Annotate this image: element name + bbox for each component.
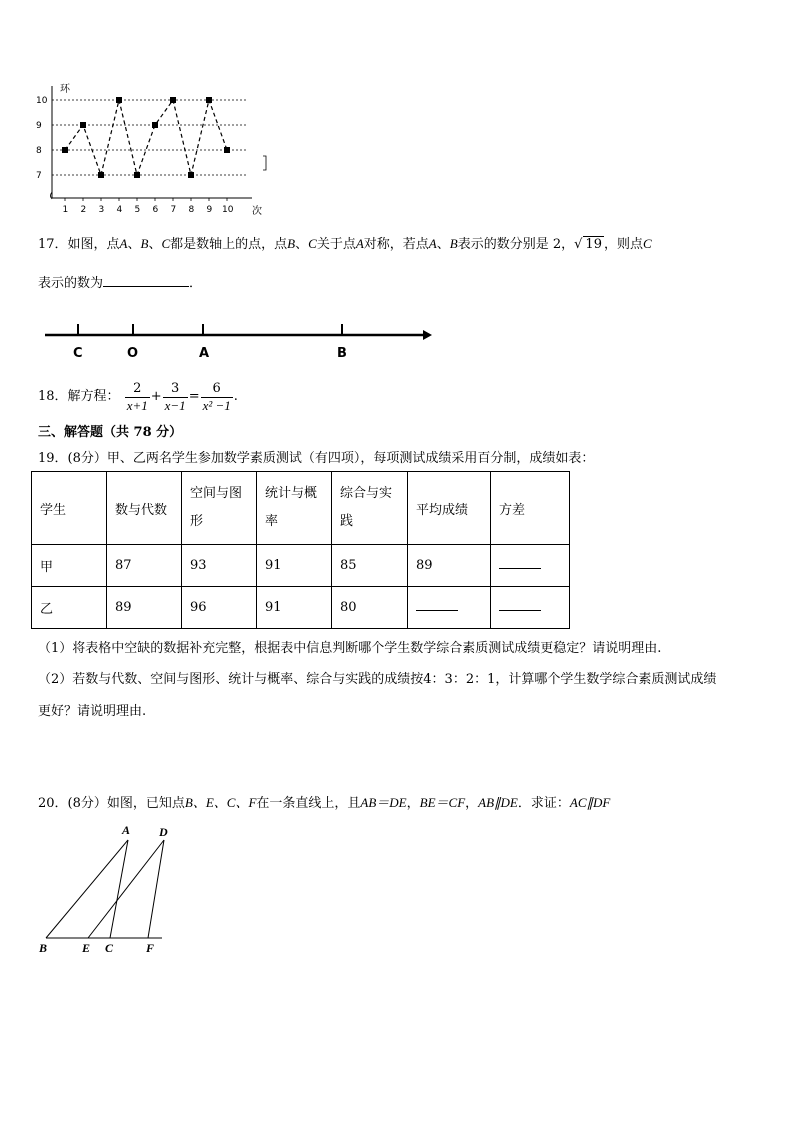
variance-blank[interactable] — [499, 568, 541, 569]
table-header-cell: 学生 — [32, 472, 107, 545]
q17-lead: 17．如图，点 — [38, 237, 120, 252]
chart-point — [224, 147, 230, 153]
number-line-label-o: O — [127, 346, 139, 361]
q17-point-a: A — [119, 236, 128, 251]
table-cell-blank[interactable] — [491, 587, 570, 629]
chart-point — [206, 97, 212, 103]
fraction-numerator: 6 — [201, 381, 233, 398]
number-line-figure — [40, 318, 440, 366]
chart-point — [62, 147, 68, 153]
geometry-figure — [36, 820, 176, 960]
q17-text: 都是数轴上的点，点 — [170, 237, 288, 252]
chart-x-tick-label: 3 — [98, 205, 105, 215]
fraction-denominator: x+1 — [126, 397, 148, 413]
q18-end: . — [233, 389, 238, 404]
score-table — [31, 471, 570, 629]
table-header-cell: 空间与图 形 — [182, 472, 257, 545]
fraction-denominator: x² −1 — [202, 397, 231, 413]
table-cell-blank[interactable] — [491, 545, 570, 587]
arrow-head-icon — [423, 330, 432, 340]
chart-series-path — [65, 100, 227, 175]
q17-end: ． — [189, 276, 203, 291]
q17-point-b: B — [140, 236, 149, 251]
q18-fraction-2 — [163, 381, 188, 414]
number-line-label-a: A — [199, 346, 210, 361]
q20-lead: 20．(8分）如图，已知点 — [38, 796, 185, 811]
fraction-numerator: 2 — [125, 381, 150, 398]
chart-x-tick-label: 7 — [170, 205, 177, 215]
chart-point — [134, 172, 140, 178]
table-row — [32, 587, 570, 629]
q17-point-c: C — [308, 236, 317, 251]
table-cell: 85 — [332, 545, 408, 587]
point-label-d: D — [159, 825, 168, 839]
table-header-cell: 方差 — [491, 472, 570, 545]
chart-grid — [52, 100, 246, 175]
table-header-cell: 平均成绩 — [408, 472, 491, 545]
table-cell: 80 — [332, 587, 408, 629]
chart-axes — [51, 86, 253, 201]
chart-point — [152, 122, 158, 128]
q18-lead: 18．解方程： — [38, 389, 120, 404]
stray-bracket-mark — [263, 156, 266, 170]
q20-points: B、E、C、F — [184, 795, 257, 810]
table-cell: 93 — [182, 545, 257, 587]
table-header-cell: 综合与实 践 — [332, 472, 408, 545]
q20-text-mid: 在一条直线上，且 — [256, 796, 361, 811]
table-cell: 乙 — [32, 587, 107, 629]
chart-x-tick-label: 6 — [152, 205, 159, 215]
table-cell: 89 — [107, 587, 182, 629]
table-cell: 91 — [257, 545, 332, 587]
variance-blank[interactable] — [499, 610, 541, 611]
table-cell: 甲 — [32, 545, 107, 587]
table-cell: 96 — [182, 587, 257, 629]
q17-text: 表示的数分别是 2， — [457, 237, 575, 252]
q18-fraction-3 — [201, 381, 233, 414]
point-label-f: F — [146, 941, 155, 955]
chart-y-axis-label: 环 — [60, 84, 70, 95]
point-label-a: A — [122, 823, 131, 837]
section-heading: 三、解答题（共 78 分） — [38, 425, 183, 440]
chart-point — [170, 97, 176, 103]
table-cell: 89 — [408, 545, 491, 587]
chart-x-tick-label: 1 — [62, 205, 69, 215]
fraction-numerator: 3 — [163, 381, 188, 398]
q17-text: ，则点 — [603, 237, 643, 252]
chart-tick-labels — [36, 96, 234, 215]
fraction-denominator: x−1 — [164, 397, 186, 413]
chart-series-line — [65, 100, 227, 175]
q18-fraction-1 — [125, 381, 150, 414]
q20-text — [38, 792, 610, 811]
q17-answer-lead: 表示的数为 — [38, 276, 104, 291]
q17-text: 对称，若点 — [363, 237, 429, 252]
q19-part2-line2: 更好？请说明理由. — [38, 704, 147, 719]
q17-point-a: A — [355, 236, 364, 251]
table-row — [32, 545, 570, 587]
q17-text-line1 — [38, 233, 652, 252]
q20-sep: ， — [406, 796, 420, 811]
chart-x-tick-label: 8 — [188, 205, 195, 215]
q17-text-line2 — [38, 272, 202, 291]
chart-y-tick-label: 7 — [36, 171, 42, 181]
table-cell: 91 — [257, 587, 332, 629]
q17-point-b: B — [287, 236, 296, 251]
sqrt-symbol: √ — [574, 237, 583, 252]
chart-x-tick-label: 5 — [134, 205, 141, 215]
average-blank[interactable] — [416, 610, 458, 611]
chart-x-tick-label: 10 — [222, 205, 234, 215]
q20-condition: AB∥DE — [478, 795, 518, 810]
q19-part2-line1: （2）若数与代数、空间与图形、统计与概率、综合与实践的成绩按4：3：2：1，计算哪个学生数学综合素质测试成绩 — [38, 672, 717, 687]
q20-sep: ， — [465, 796, 479, 811]
q20-prove-lead: ．求证： — [517, 796, 570, 811]
q17-sep: 、 — [295, 237, 309, 252]
plus-sign: + — [150, 389, 162, 404]
q17-point-b: B — [449, 236, 458, 251]
q17-sqrt-value: 19 — [585, 237, 602, 252]
table-cell: 87 — [107, 545, 182, 587]
chart-y-tick-label: 9 — [36, 121, 42, 131]
point-label-c: C — [105, 941, 114, 955]
point-label-e: E — [82, 941, 91, 955]
chart-point — [98, 172, 104, 178]
chart-point — [188, 172, 194, 178]
q17-point-c: C — [642, 236, 652, 251]
chart-x-axis-label: 次 — [252, 206, 262, 217]
q17-point-c: C — [161, 236, 171, 251]
table-header-cell: 数与代数 — [107, 472, 182, 545]
table-cell-blank[interactable] — [408, 587, 491, 629]
table-header-row — [32, 472, 570, 545]
q17-point-a: A — [428, 236, 437, 251]
shooting-score-line-chart — [30, 80, 280, 220]
q17-text: 关于点 — [316, 237, 356, 252]
table-header-cell: 统计与概 率 — [257, 472, 332, 545]
chart-y-tick-label: 10 — [36, 96, 48, 106]
point-label-b: B — [39, 941, 48, 955]
chart-x-tick-label: 4 — [116, 205, 123, 215]
number-line-label-b: B — [337, 346, 347, 361]
q17-answer-blank[interactable] — [103, 286, 189, 287]
q17-sep: 、 — [148, 237, 162, 252]
chart-y-tick-label: 8 — [36, 146, 42, 156]
q20-condition: BE＝CF — [419, 795, 466, 810]
q17-sep: 、 — [436, 237, 450, 252]
chart-x-tick-label: 9 — [206, 205, 213, 215]
number-line-label-c: C — [73, 346, 83, 361]
chart-point — [80, 122, 86, 128]
q19-part1: （1）将表格中空缺的数据补充完整，根据表中信息判断哪个学生数学综合素质测试成绩更稳定？请说明理由. — [38, 641, 662, 656]
chart-point — [116, 97, 122, 103]
q18-equation — [38, 380, 238, 415]
q17-sep: 、 — [127, 237, 141, 252]
q19-intro: 19．(8分）甲、乙两名学生参加数学素质测试（有四项），每项测试成绩采用百分制，成绩如表： — [38, 451, 595, 466]
equals-sign: = — [188, 389, 200, 404]
q20-condition: AB＝DE — [360, 795, 407, 810]
chart-x-tick-label: 2 — [80, 205, 87, 215]
q20-goal: AC∥DF — [569, 795, 611, 810]
